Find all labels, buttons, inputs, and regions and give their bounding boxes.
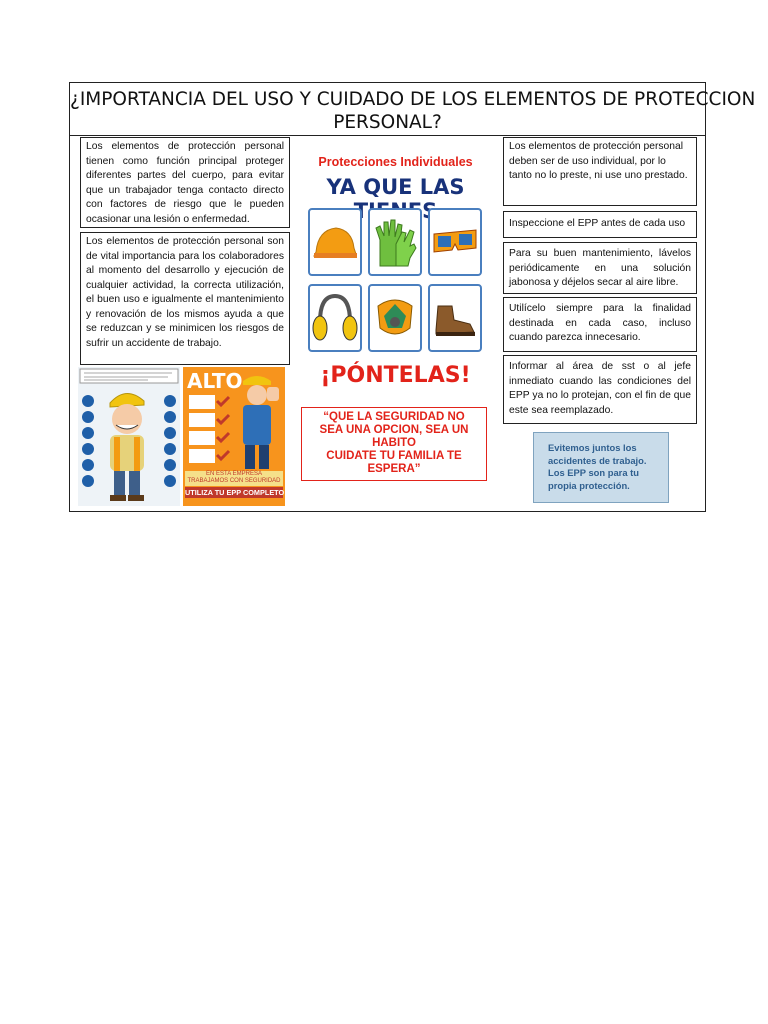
left-text-box-2: Los elementos de protección personal son de vital importancia para los colaboradores al momento del desarrollo y ejecución de cualquier actividad, la correcta utilización, el buen uso e igualmente el mantenimiento y renovación de los mismos ayuda a que se reduzcan y se minimicen los riesgos de sufrir un accidente de trabajo. bbox=[80, 232, 290, 365]
hard-hat-icon bbox=[308, 208, 362, 276]
ppe-poster bbox=[298, 141, 493, 391]
gloves-icon bbox=[368, 208, 422, 276]
banner-line-2: accidentes de trabajo. bbox=[548, 454, 647, 466]
quote-line-1: “QUE LA SEGURIDAD NO bbox=[323, 411, 465, 423]
alto-band bbox=[185, 471, 283, 486]
quote-line-3: HABITO bbox=[372, 437, 416, 449]
poster-footer: ¡PÓNTELAS! bbox=[320, 363, 471, 388]
banner-line-4: propia protección. bbox=[548, 479, 630, 491]
right-text-box-2: Inspeccione el EPP antes de cada uso bbox=[503, 211, 697, 238]
title-line-1: ¿IMPORTANCIA DEL USO Y CUIDADO DE LOS ELEMENTOS DE PROTECCION bbox=[70, 89, 756, 110]
alto-band-line-1: EN ESTA EMPRESA bbox=[206, 471, 262, 477]
title-line-2: PERSONAL? bbox=[333, 112, 442, 133]
quote-line-5: ESPERA” bbox=[367, 463, 421, 475]
prevention-banner bbox=[533, 432, 669, 503]
right-text-box-1: Los elementos de protección personal deben ser de uso individual, por lo tanto no lo preste, ni use uno prestado. bbox=[503, 137, 697, 206]
alto-bottom-banner: UTILIZA TU EPP COMPLETO bbox=[185, 488, 285, 497]
respirator-icon bbox=[368, 284, 422, 352]
worker-cartoon-poster bbox=[78, 367, 180, 506]
quote-line-4: CUIDATE TU FAMILIA TE bbox=[326, 450, 462, 462]
banner-line-1: Evitemos juntos los bbox=[548, 442, 637, 453]
page-title bbox=[69, 82, 756, 136]
ear-muffs-icon bbox=[308, 284, 362, 352]
alto-band-line-2: TRABAJAMOS CON SEGURIDAD bbox=[187, 478, 281, 484]
left-text-box-1: Los elementos de protección personal tienen como función principal proteger diferentes partes del cuerpo, para evitar que un trabajador tenga contacto directo con factores de riesgo que le pueden ocasionar una lesión o enfermedad. bbox=[80, 137, 290, 228]
safety-boots-icon bbox=[428, 284, 482, 352]
right-text-box-4: Utilícelo siempre para la finalidad destinada en cada caso, incluso cuando parezca innecesario. bbox=[503, 297, 697, 352]
goggles-icon bbox=[428, 208, 482, 276]
poster-header: Protecciones Individuales bbox=[318, 155, 473, 169]
banner-line-3: Los EPP son para tu bbox=[548, 467, 639, 478]
worker-cartoon-image bbox=[78, 367, 180, 506]
poster-subheader: YA QUE LAS bbox=[326, 175, 465, 199]
alto-title: ALTO bbox=[187, 369, 243, 393]
safety-quote bbox=[301, 407, 487, 481]
right-text-box-3: Para su buen mantenimiento, lávelos periódicamente en una solución jabonosa y déjelos secar al aire libre. bbox=[503, 242, 697, 294]
right-text-box-5: Informar al área de sst o al jefe inmediato cuando las condiciones del EPP ya no lo protejan, con el fin de que este sea reemplazado. bbox=[503, 355, 697, 424]
alto-poster bbox=[183, 367, 285, 506]
quote-line-2: SEA UNA OPCION, SEA UN bbox=[319, 424, 469, 436]
